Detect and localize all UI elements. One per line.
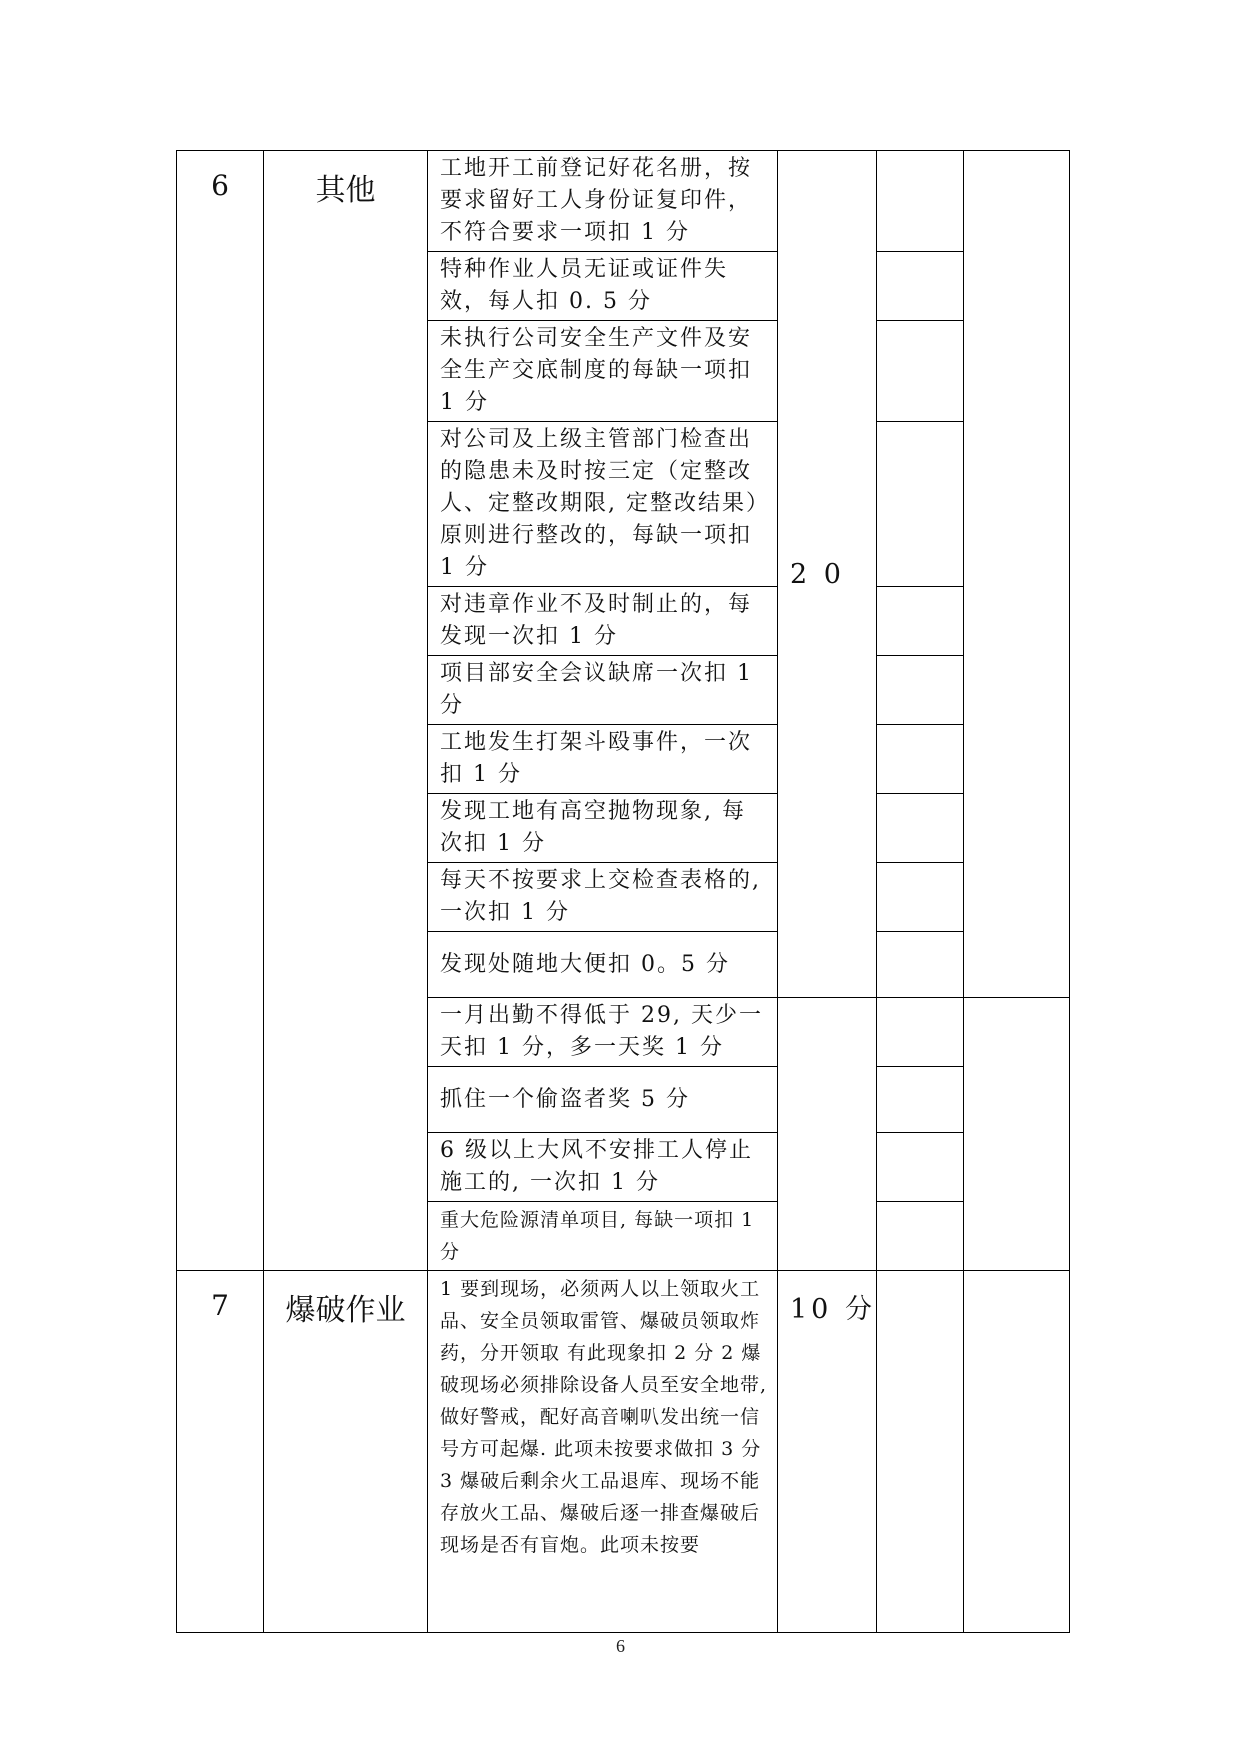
page-number: 6 xyxy=(616,1636,625,1656)
criteria-item: 项目部安全会议缺席一次扣 1 分 xyxy=(428,656,778,725)
criteria-item: 发现工地有高空抛物现象, 每次扣 1 分 xyxy=(428,794,778,863)
empty-cell xyxy=(877,1202,964,1271)
empty-cell xyxy=(877,151,964,252)
score-value: 2 0 xyxy=(778,151,877,998)
criteria-item: 对违章作业不及时制止的，每发现一次扣 1 分 xyxy=(428,587,778,656)
empty-cell xyxy=(877,587,964,656)
empty-cell xyxy=(877,422,964,587)
criteria-item: 一月出勤不得低于 29, 天少一天扣 1 分，多一天奖 1 分 xyxy=(428,998,778,1067)
criteria-item: 每天不按要求上交检查表格的, 一次扣 1 分 xyxy=(428,863,778,932)
table-row xyxy=(177,151,1070,252)
empty-cell xyxy=(778,998,877,1271)
empty-cell xyxy=(877,321,964,422)
empty-cell xyxy=(877,252,964,321)
empty-cell xyxy=(877,1133,964,1202)
scoring-table xyxy=(176,150,1070,1633)
empty-cell xyxy=(877,998,964,1067)
category-label: 爆破作业 xyxy=(264,1271,428,1633)
empty-cell xyxy=(877,1067,964,1133)
row-number: 6 xyxy=(177,151,264,1271)
row-number: 7 xyxy=(177,1271,264,1633)
category-label: 其他 xyxy=(264,151,428,1271)
criteria-item: 1 要到现场，必须两人以上领取火工品、安全员领取雷管、爆破员领取炸药，分开领取 有此现象扣 2 分 2 爆破现场必须排除设备人员至安全地带, 做好警戒，配好高音喇叭发出统一信号方可起爆. 此项未按要求做扣 3 分 3 爆破后剩余火工品退库、现场不能存放火工品、爆破后逐一排查爆破后现场是否有盲炮。此项未按要 xyxy=(428,1271,778,1633)
empty-cell xyxy=(964,151,1070,998)
criteria-item: 对公司及上级主管部门检查出的隐患未及时按三定（定整改人、定整改期限, 定整改结果）原则进行整改的，每缺一项扣 1 分 xyxy=(428,422,778,587)
empty-cell xyxy=(877,656,964,725)
criteria-item: 重大危险源清单项目, 每缺一项扣 1 分 xyxy=(428,1202,778,1271)
score-value: 10 分 xyxy=(778,1271,877,1633)
empty-cell xyxy=(877,863,964,932)
criteria-item: 工地发生打架斗殴事件，一次扣 1 分 xyxy=(428,725,778,794)
empty-cell xyxy=(964,1271,1070,1633)
empty-cell xyxy=(877,932,964,998)
criteria-item: 工地开工前登记好花名册，按要求留好工人身份证复印件，不符合要求一项扣 1 分 xyxy=(428,151,778,252)
empty-cell xyxy=(964,998,1070,1271)
empty-cell xyxy=(877,794,964,863)
criteria-item: 6 级以上大风不安排工人停止施工的, 一次扣 1 分 xyxy=(428,1133,778,1202)
criteria-item: 抓住一个偷盗者奖 5 分 xyxy=(428,1067,778,1133)
criteria-item: 特种作业人员无证或证件失效，每人扣 0. 5 分 xyxy=(428,252,778,321)
criteria-item: 未执行公司安全生产文件及安全生产交底制度的每缺一项扣 1 分 xyxy=(428,321,778,422)
empty-cell xyxy=(877,725,964,794)
empty-cell xyxy=(877,1271,964,1633)
criteria-item: 发现处随地大便扣 0。5 分 xyxy=(428,932,778,998)
table-row xyxy=(177,1271,1070,1633)
